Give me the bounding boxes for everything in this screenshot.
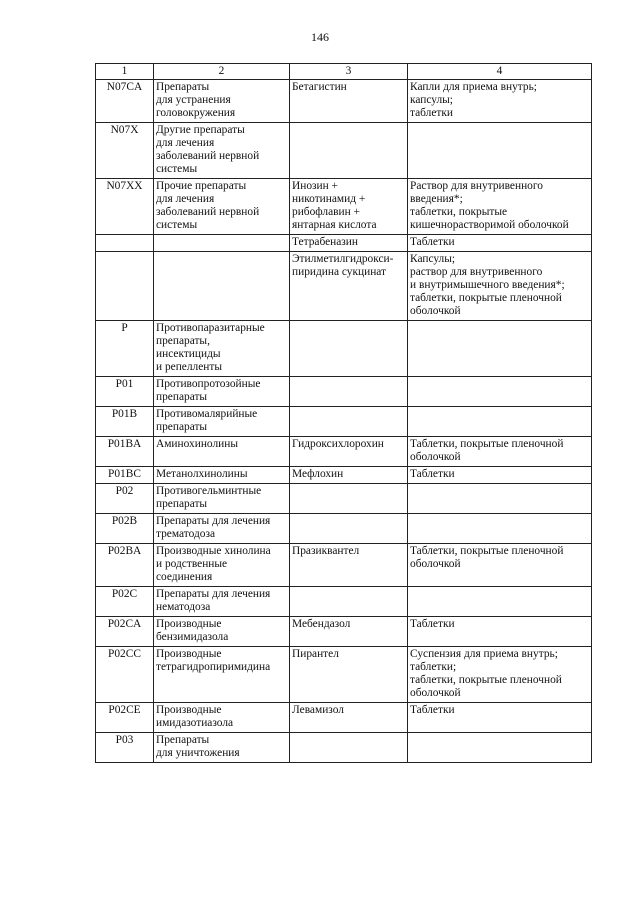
group-name-cell: Производные тетрагидропиримидина	[154, 647, 290, 703]
group-name-cell: Аминохинолины	[154, 437, 290, 467]
group-name-cell: Противопаразитарные препараты, инсектициды и репелленты	[154, 321, 290, 377]
dosage-forms-cell	[408, 377, 592, 407]
drug-name-cell: Пирантел	[290, 647, 408, 703]
page-number: 146	[311, 30, 329, 44]
dosage-forms-cell: Таблетки, покрытые пленочной оболочкой	[408, 437, 592, 467]
dosage-forms-cell	[408, 123, 592, 179]
table-row	[96, 703, 592, 733]
group-name-cell: Противопротозойные препараты	[154, 377, 290, 407]
atc-code-cell: P	[96, 321, 154, 377]
group-name-cell: Метанолхинолины	[154, 467, 290, 484]
table-row	[96, 377, 592, 407]
group-name-cell: Производные имидазотиазола	[154, 703, 290, 733]
table-row	[96, 647, 592, 703]
drug-name-cell: Инозин + никотинамид + рибофлавин + янтарная кислота	[290, 179, 408, 235]
atc-code-cell	[96, 252, 154, 321]
atc-code-cell: N07XX	[96, 179, 154, 235]
atc-code-cell: P01B	[96, 407, 154, 437]
table-row	[96, 514, 592, 544]
atc-code-cell: N07CA	[96, 80, 154, 123]
drug-name-cell	[290, 377, 408, 407]
table-row	[96, 123, 592, 179]
dosage-forms-cell	[408, 587, 592, 617]
drug-name-cell: Мефлохин	[290, 467, 408, 484]
atc-code-cell: N07X	[96, 123, 154, 179]
drug-name-cell: Тетрабеназин	[290, 235, 408, 252]
dosage-forms-cell: Таблетки, покрытые пленочной оболочкой	[408, 544, 592, 587]
group-name-cell: Противомалярийные препараты	[154, 407, 290, 437]
table-row	[96, 321, 592, 377]
group-name-cell: Препараты для лечения нематодоза	[154, 587, 290, 617]
table-row	[96, 407, 592, 437]
table-row	[96, 587, 592, 617]
dosage-forms-cell	[408, 407, 592, 437]
drug-name-cell	[290, 733, 408, 763]
drug-name-cell: Гидроксихлорохин	[290, 437, 408, 467]
group-name-cell: Препараты для уничтожения	[154, 733, 290, 763]
group-name-cell: Противогельминтные препараты	[154, 484, 290, 514]
dosage-forms-cell: Капли для приема внутрь; капсулы; таблетки	[408, 80, 592, 123]
dosage-forms-cell: Раствор для внутривенного введения*; таблетки, покрытые кишечнорастворимой оболочкой	[408, 179, 592, 235]
drug-name-cell	[290, 321, 408, 377]
table-row	[96, 467, 592, 484]
group-name-cell	[154, 235, 290, 252]
table-row	[96, 179, 592, 235]
table-row	[96, 252, 592, 321]
column-header: 3	[290, 64, 408, 80]
dosage-forms-cell: Таблетки	[408, 467, 592, 484]
atc-code-cell: P02CE	[96, 703, 154, 733]
drug-name-cell	[290, 514, 408, 544]
dosage-forms-cell: Суспензия для приема внутрь; таблетки; таблетки, покрытые пленочной оболочкой	[408, 647, 592, 703]
table-row	[96, 235, 592, 252]
atc-code-cell: P02C	[96, 587, 154, 617]
atc-code-cell: P02B	[96, 514, 154, 544]
drug-name-cell: Этилметилгидрокси- пиридина сукцинат	[290, 252, 408, 321]
atc-code-cell: P01	[96, 377, 154, 407]
drug-name-cell: Левамизол	[290, 703, 408, 733]
atc-code-cell: P02CC	[96, 647, 154, 703]
dosage-forms-cell	[408, 733, 592, 763]
table-row	[96, 437, 592, 467]
drug-name-cell: Празиквантел	[290, 544, 408, 587]
table-row	[96, 484, 592, 514]
table-row	[96, 80, 592, 123]
atc-code-cell: P02	[96, 484, 154, 514]
column-header: 1	[96, 64, 154, 80]
table-row	[96, 544, 592, 587]
group-name-cell: Производные хинолина и родственные соединения	[154, 544, 290, 587]
atc-code-cell: P02CA	[96, 617, 154, 647]
column-header: 4	[408, 64, 592, 80]
table-row	[96, 733, 592, 763]
table-header-row	[96, 64, 592, 80]
drug-name-cell: Мебендазол	[290, 617, 408, 647]
drug-table	[95, 63, 592, 763]
atc-code-cell: P01BA	[96, 437, 154, 467]
dosage-forms-cell	[408, 321, 592, 377]
group-name-cell: Препараты для лечения трематодоза	[154, 514, 290, 544]
group-name-cell: Производные бензимидазола	[154, 617, 290, 647]
group-name-cell	[154, 252, 290, 321]
drug-name-cell	[290, 587, 408, 617]
atc-code-cell	[96, 235, 154, 252]
group-name-cell: Прочие препараты для лечения заболеваний нервной системы	[154, 179, 290, 235]
dosage-forms-cell: Капсулы; раствор для внутривенного и внутримышечного введения*; таблетки, покрытые пленочной оболочкой	[408, 252, 592, 321]
drug-name-cell: Бетагистин	[290, 80, 408, 123]
dosage-forms-cell: Таблетки	[408, 235, 592, 252]
dosage-forms-cell	[408, 484, 592, 514]
dosage-forms-cell: Таблетки	[408, 617, 592, 647]
group-name-cell: Препараты для устранения головокружения	[154, 80, 290, 123]
atc-code-cell: P02BA	[96, 544, 154, 587]
dosage-forms-cell	[408, 514, 592, 544]
drug-name-cell	[290, 123, 408, 179]
drug-name-cell	[290, 407, 408, 437]
dosage-forms-cell: Таблетки	[408, 703, 592, 733]
drug-name-cell	[290, 484, 408, 514]
table-row	[96, 617, 592, 647]
atc-code-cell: P01BC	[96, 467, 154, 484]
column-header: 2	[154, 64, 290, 80]
group-name-cell: Другие препараты для лечения заболеваний нервной системы	[154, 123, 290, 179]
atc-code-cell: P03	[96, 733, 154, 763]
